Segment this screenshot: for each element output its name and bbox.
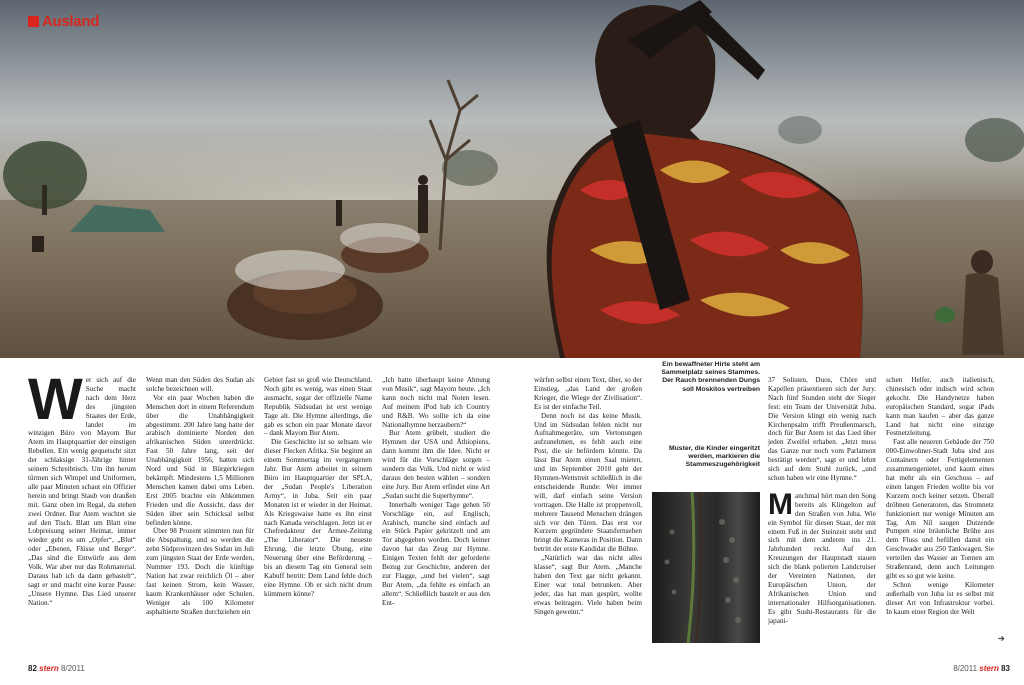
- paragraph: Schon wenige Kilometer außerhalb von Juba ist es selbst mit dieser Art von Infrastruktur vorbei. In kaum einer Region der Welt: [886, 580, 994, 616]
- section-label-text: Ausland: [42, 13, 100, 30]
- paragraph: Über 98 Prozent stimmten nun für die Abspaltung, und so werden die zehn Südprovinzen des Sudan im Juli zum jüngsten Staat der Erde werden, Nummer 193. Doch die künftige Nation hat zwar reichlich Öl – aber fast keinen Strom, kein Wasser, kaum Krankenhäuser oder Schulen. Weniger als 100 Kilometer asphaltierte Straßen durchziehen ein: [146, 527, 254, 616]
- paragraph: Wenn man den Süden des Sudan als solche bezeichnen will.: [146, 376, 254, 393]
- paragraph: Innerhalb weniger Tage gehen 50 Vorschläge ein, auf Englisch, Arabisch, manche sind einfach auf ein Stück Papier gekritzelt und am Tor abgegeben worden. Doch keiner davon hat das Zeug zur Hymne. Einigen Texten fehlt der geforderte Bezug zur Geschichte, anderen der zur Flagge, „und bei vielen“, sagt Bur Atem, „da fehlte es einfach an allem“. Schließlich bastelt er aus den Ent-: [382, 500, 490, 607]
- paragraph: 37 Solisten, Duos, Chöre und Kapellen präsentieren sich der Jury. Nach fünf Stunden steht der Sieger fest: ein Team der Universität Juba. Die Version klingt ein wenig nach Kirchenpsalm trifft Preußenmarsch, doch für Bur Atem ist das Lied über jeden Zweifel erhaben. „Jetzt muss das Ganze nur noch vom Parlament bestätigt werden“, sagt er und lehnt sich auf dem Stuhl zurück, „und schon haben wir eine Hymne.“: [768, 376, 876, 482]
- drop-cap: M: [768, 487, 793, 521]
- paragraph: „Ich hatte überhaupt keine Ahnung von Musik“, sagt Mayom heute. „Ich kann noch nicht mal Noten lesen. Auf meinem iPod hab ich Country und R&B. Wo sollte ich da eine Nationalhymne herzaubern?“: [382, 376, 490, 429]
- stern-logo-icon: [28, 16, 39, 27]
- scarification-photo: [652, 492, 760, 643]
- section-label: [28, 13, 99, 30]
- page-number: 82: [28, 664, 37, 673]
- paragraph: Gebiet fast so groß wie Deutschland. Noch gibt es wenig, was einen Staat ausmacht, sogar der offizielle Name Republik Südsudan ist erst wenige Tage alt. Die Hymne allerdings, die gab es schon ein paar Monate davor – dank Mayom Bur Atem.: [264, 376, 372, 438]
- continue-arrow-icon: ➔: [998, 634, 1005, 643]
- article-column-5: [534, 376, 642, 616]
- issue-number: 8/2011: [953, 664, 978, 673]
- paragraph: Die Geschichte ist so seltsam wie dieser Flecken Afrika. Sie beginnt an einem Sommertag im vergangenen Jahr. Bur Atem arbeitet in seinem Büro im Hauptquartier der SPLA, der „Sudan People's Liberation Army“, in Juba. Seit ein paar Monaten ist er wieder in der Heimat. Als Kriegswaise hatte es ihn einst nach Kanada verschlagen. Jetzt ist er Chefredakteur der Armee-Zeitung „The Liberator“. Die neueste Ehrung, die letzte Übung, eine Neuerung über eine Beförderung – bis an diesem Tag ein General sein Kabuff betritt: Dem Land fehle doch eine Hymne. Ob er sich nicht drum kümmern könne?: [264, 438, 372, 598]
- article-column-6: [768, 376, 876, 625]
- paragraph: Denn noch ist das keine Musik. Und im Südsudan fehlen nicht nur Aufnahmegeräte, um Vertonungen aufzunehmen, es fehlt auch eine Post, die sie befördern könnte. Da lässt Bur Atem einen Saal mieten, und im September 2010 geht der Hymnen-Wettstreit schließlich in die entscheidende Runde: Wer immer will, darf einfach seine Version vortragen. Die Halle ist proppenvoll, mehrere Tausend Menschen drängen sich vor den Türen. Das erst vor Kurzem gegründete Staatsfernsehen bringt die Kameras in Position. Dann betritt der erste Kandidat die Bühne.: [534, 411, 642, 554]
- drop-cap: W: [28, 367, 83, 432]
- page-number: 83: [1001, 664, 1010, 673]
- magazine-brand: stern: [979, 664, 999, 673]
- magazine-brand: stern: [39, 664, 59, 673]
- photo-caption-top: Ein bewaffneter Hirte steht am Sammelplatz seines Stammes. Der Rauch brennenden Dungs soll Moskitos vertreiben: [661, 361, 760, 393]
- scarification-photo-art: [652, 492, 760, 643]
- article-column-4: [382, 376, 490, 608]
- paragraph: Fast alle neueren Gebäude der 750 000-Einwohner-Stadt Juba sind aus Containern oder Fertigelementen zusammengenietet, und kaum eines hat mehr als ein Geschoss – auf einen langen Frieden wollte bis vor Kurzem noch keiner setzen. Überall dröhnen Generatoren, das Stromnetz funktioniert nur wenige Minuten am Tag. Am Nil saugen Dutzende Pumpen eine bräunliche Brühe aus dem Fluss und befüllen damit ein Geschwader aus 250 Tankwagen. Sie verteilen das Wasser an Tonnen am Straßenrand, denn auch Leitungen gibt es so gut wie keine.: [886, 438, 994, 580]
- footer-left: [28, 664, 85, 673]
- footer-right: [953, 664, 1010, 673]
- paragraph: „Natürlich war das nicht alles klasse“, sagt Bur Atem. „Manche haben den Text gar nicht gekannt. Einer war total betrunken. Aber jeder, das hat man gespürt, wollte etwas beitragen. Viele haben beim Singen geweint.“: [534, 554, 642, 616]
- article-column-3: [264, 376, 372, 599]
- article-column-1: [28, 367, 136, 608]
- paragraph: würfen selbst einen Text, über, so der Einstieg, „das Land der großen Krieger, die Wiege der Zivilisation“. Es ist der einfache Teil.: [534, 376, 642, 411]
- paragraph: schen Helfer, auch italienisch, chinesisch oder indisch wird schon gekocht. Die Handynetze haben europäischen Standard, sogar iPads kann man kaufen – aber das ganze Land hat nicht eine einzige Festnetzleitung.: [886, 376, 994, 438]
- article-column-2: [146, 376, 254, 616]
- paragraph: anchmal hört man den Song bereits als Klingelton auf den Straßen von Juba. Wie ein Symbol für diesen Staat, der mit einem Fuß in der Steinzeit steht und sich mit dem anderen ins 21. Jahrhundert reckt. Auf den Kreuzungen der Hauptstadt stauen sich die blank polierten Landcruiser der Vereinten Nationen, der Europäischen Union, der Afrikanischen Union und internationaler Hilfsorganisationen. Es gibt Sushi-Restaurants für die japani-: [768, 491, 876, 625]
- photo-caption-bottom: Muster, die Kinder eingeritzt werden, markieren die Stammeszugehörigkeit: [668, 445, 760, 469]
- issue-number: 8/2011: [60, 664, 85, 673]
- article-column-7: [886, 376, 994, 616]
- paragraph: er sich auf die Suche macht nach dem Herz des jüngsten Staates der Erde, landet im winzigen Büro von Mayom Bur Atem im Hauptquartier der einstigen Rebellen. Ein wenig gequetscht sitzt der schlaksige 31-Jährige hinter seinem Schreibtisch. Um ihn herum türmen sich Wimpel und Uniformen, alle paar Minuten schaut ein Offizier herein und bringt Staub von draußen mit. Ganz oben im Regal, da stehen zwei Ordner. Bur Atem wuchtet sie auf den Tisch. Blatt um Blatt eine Lobpreisung seiner Heimat, immer wieder geht es um „Opfer“, „Blut“ oder „Ebenen, Flüsse und Berge“. „Das sind die Entwürfe aus dem Volk. War aber nur das Rohmaterial. Daraus hab ich da dann gebastelt“, sagt er und macht eine kurze Pause: „Unsere Hymne. Das Lied unserer Nation.“: [28, 376, 136, 607]
- paragraph: Bur Atem grübelt, studiert die Hymnen der USA und Äthiopiens, dann kommt ihm die Idee. Nicht er wird für die Vorschläge sorgen – sondern das Volk. Und nicht er wird daraus den besten wählen – sondern eine Jury. Bur Atem erfindet eine Art „Sudan sucht die Superhymne“.: [382, 429, 490, 500]
- paragraph: Vor ein paar Wochen haben die Menschen dort in einem Referendum über die Unabhängigkeit abgestimmt. 200 Jahre lang hatte der arabisch dominierte Norden den afrikanischen Süden unterdrückt. Fast 50 Jahre lang, seit der Unabhängigkeit 1956, hatten sich Nord und Süd in Bürgerkriegen bekämpft. Mindestens 1,5 Millionen Menschen kamen dabei ums Leben. Erst 2005 brachte ein Abkommen Frieden und die Aussicht, dass der Süden über sein Schicksal selbst befinden könne.: [146, 393, 254, 527]
